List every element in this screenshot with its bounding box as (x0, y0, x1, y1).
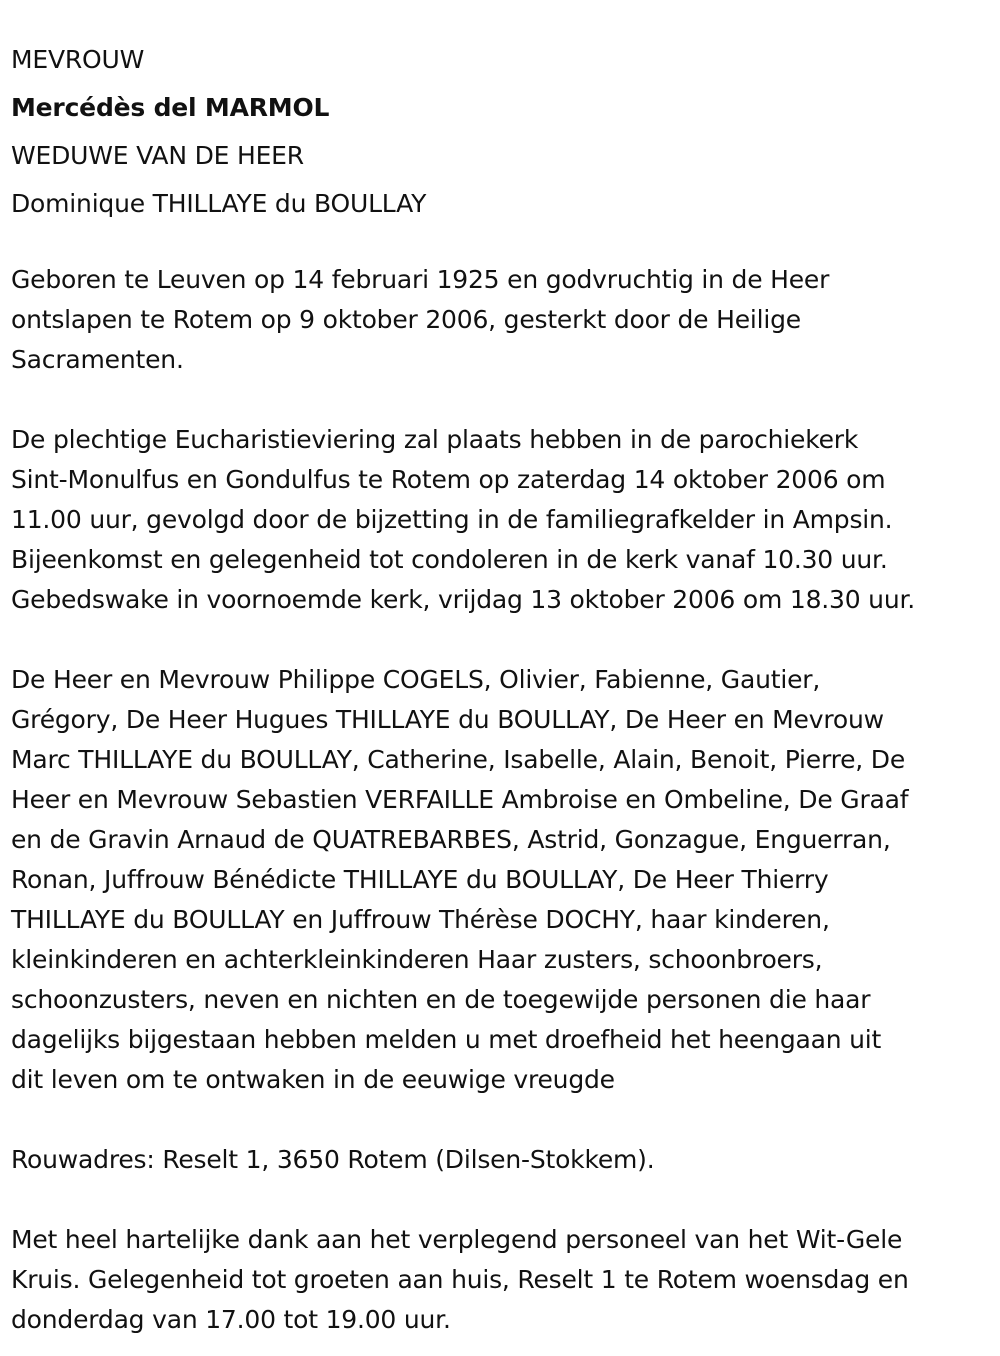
text-line: Marc THILLAYE du BOULLAY, Catherine, Isabelle, Alain, Benoit, Pierre, De (11, 745, 906, 774)
text-line: De plechtige Eucharistieviering zal plaats hebben in de parochiekerk (11, 425, 859, 454)
deceased-name: Mercédès del MARMOL (11, 93, 330, 122)
text-line: ontslapen te Rotem op 9 oktober 2006, gesterkt door de Heilige (11, 305, 801, 334)
text-line: Sint-Monulfus en Gondulfus te Rotem op zaterdag 14 oktober 2006 om (11, 465, 886, 494)
widow-title: WEDUWE VAN DE HEER (11, 141, 304, 170)
text-line: Geboren te Leuven op 14 februari 1925 en godvruchtig in de Heer (11, 265, 830, 294)
text-line: dit leven om te ontwaken in de eeuwige vreugde (11, 1065, 615, 1094)
text-line: Bijeenkomst en gelegenheid tot condoleren in de kerk vanaf 10.30 uur. (11, 545, 888, 574)
text-line: THILLAYE du BOULLAY en Juffrouw Thérèse DOCHY, haar kinderen, (11, 905, 830, 934)
text-line: Ronan, Juffrouw Bénédicte THILLAYE du BOULLAY, De Heer Thierry (11, 865, 829, 894)
text-line: Rouwadres: Reselt 1, 3650 Rotem (Dilsen-Stokkem). (11, 1145, 655, 1174)
text-line: Heer en Mevrouw Sebastien VERFAILLE Ambroise en Ombeline, De Graaf (11, 785, 909, 814)
family-paragraph (11, 660, 991, 1100)
text-line: donderdag van 17.00 tot 19.00 uur. (11, 1305, 451, 1334)
ceremony-paragraph (11, 420, 991, 620)
text-line: 11.00 uur, gevolgd door de bijzetting in de familiegrafkelder in Ampsin. (11, 505, 893, 534)
text-line: Kruis. Gelegenheid tot groeten aan huis, Reselt 1 te Rotem woensdag en (11, 1265, 909, 1294)
thanks-paragraph (11, 1220, 991, 1340)
text-line: en de Gravin Arnaud de QUATREBARBES, Astrid, Gonzague, Enguerran, (11, 825, 891, 854)
obituary-document (11, 36, 991, 1340)
text-line: Grégory, De Heer Hugues THILLAYE du BOULLAY, De Heer en Mevrouw (11, 705, 884, 734)
text-line: dagelijks bijgestaan hebben melden u met droefheid het heengaan uit (11, 1025, 882, 1054)
text-line: Sacramenten. (11, 345, 184, 374)
text-line: kleinkinderen en achterkleinkinderen Haar zusters, schoonbroers, (11, 945, 823, 974)
salutation: MEVROUW (11, 45, 145, 74)
text-line: Gebedswake in voornoemde kerk, vrijdag 13 oktober 2006 om 18.30 uur. (11, 585, 916, 614)
birth-death-paragraph (11, 260, 991, 380)
text-line: De Heer en Mevrouw Philippe COGELS, Olivier, Fabienne, Gautier, (11, 665, 821, 694)
text-line: schoonzusters, neven en nichten en de toegewijde personen die haar (11, 985, 871, 1014)
late-husband-name: Dominique THILLAYE du BOULLAY (11, 189, 427, 218)
mourning-address-paragraph (11, 1140, 991, 1180)
text-line: Met heel hartelijke dank aan het verplegend personeel van het Wit-Gele (11, 1225, 903, 1254)
